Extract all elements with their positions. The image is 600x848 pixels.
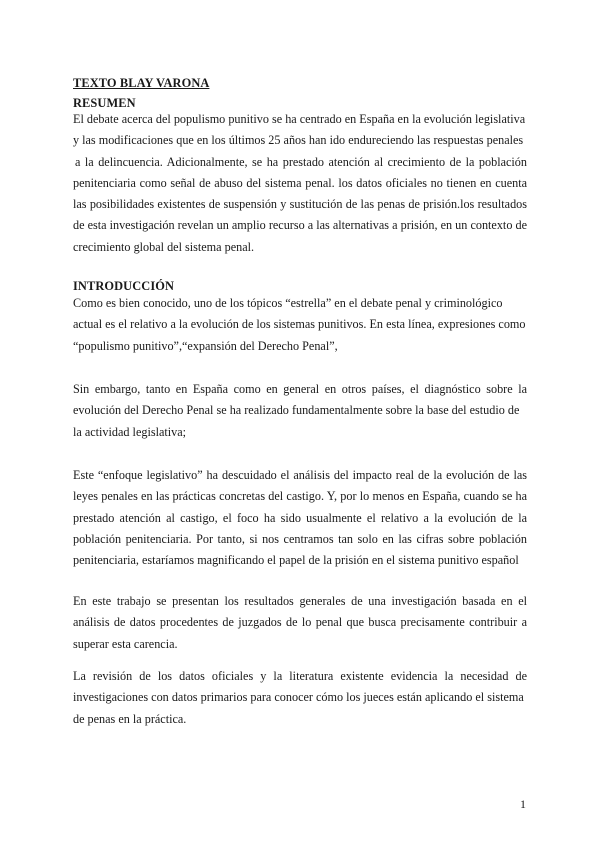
paragraph-line: investigaciones con datos primarios para conocer cómo los jueces están aplicando el sistema [73, 690, 524, 705]
intro-paragraph-1 [73, 293, 527, 357]
intro-paragraph-2 [73, 379, 527, 443]
paragraph-line: análisis de datos procedentes de juzgados de lo penal que busca precisamente contribuir a [73, 615, 527, 630]
paragraph-line: La revisión de los datos oficiales y la literatura existente evidencia la necesidad de [73, 669, 527, 683]
paragraph-line: actual es el relativo a la evolución de los sistemas punitivos. En esta línea, expresiones como [73, 317, 526, 332]
paragraph-line: prestado atención al castigo, el foco ha sido usualmente el relativo a la evolución de la [73, 510, 527, 525]
paragraph-line: superar esta carencia. [73, 636, 178, 651]
paragraph-line: crecimiento global del sistema penal. [73, 239, 255, 254]
page-number: 1 [520, 797, 526, 811]
paragraph-line: las posibilidades existentes de suspensión y sustitución de las penas de prisión.los resultados [73, 197, 527, 212]
document-title: TEXTO BLAY VARONA [73, 76, 210, 90]
paragraph-line: El debate acerca del populismo punitivo se ha centrado en España en la evolución legislativa [73, 112, 526, 126]
paragraph-line: la actividad legislativa; [73, 424, 187, 439]
paragraph-line: leyes penales en las prácticas concretas del castigo. Y, por lo menos en España, cuando se ha [73, 489, 527, 504]
paragraph-line: de esta investigación revelan un amplio recurso a las alternativas a prisión, en un contexto de [73, 218, 527, 233]
paragraph-line: “populismo punitivo”,“expansión del Derecho Penal”, [73, 338, 338, 353]
paragraph-line: En este trabajo se presentan los resultados generales de una investigación basada en el [73, 594, 527, 608]
resumen-paragraph [73, 109, 527, 258]
paragraph-line: y las modificaciones que en los últimos 25 años han ido endureciendo las respuestas penales [73, 133, 524, 148]
paragraph-line: de penas en la práctica. [73, 711, 187, 726]
paragraph-line: Este “enfoque legislativo” ha descuidado el análisis del impacto real de la evolución de las [73, 468, 527, 482]
paragraph-line: Sin embargo, tanto en España como en general en otros países, el diagnóstico sobre la [73, 382, 527, 396]
introduccion-heading: INTRODUCCIÓN [73, 279, 175, 293]
paragraph-line: población penitenciaria. Por tanto, si nos centramos tan solo en las cifras sobre población [73, 531, 527, 546]
resumen-heading: RESUMEN [73, 96, 136, 110]
paragraph-line: evolución del Derecho Penal se ha realizado fundamentalmente sobre la base del estudio de [73, 403, 520, 418]
intro-paragraph-5 [73, 666, 527, 730]
paragraph-line: Como es bien conocido, uno de los tópicos “estrella” en el debate penal y criminológico [73, 296, 503, 310]
intro-paragraph-4 [73, 591, 527, 655]
intro-paragraph-3 [73, 465, 527, 571]
paragraph-line: penitenciaria, estaríamos magnificando el papel de la prisión en el sistema punitivo español [73, 553, 519, 568]
paragraph-line: penitenciaria como señal de abuso del sistema penal. los datos oficiales no tienen en cuenta [73, 175, 527, 190]
paragraph-line: a la delincuencia. Adicionalmente, se ha prestado atención al crecimiento de la población [75, 154, 527, 169]
